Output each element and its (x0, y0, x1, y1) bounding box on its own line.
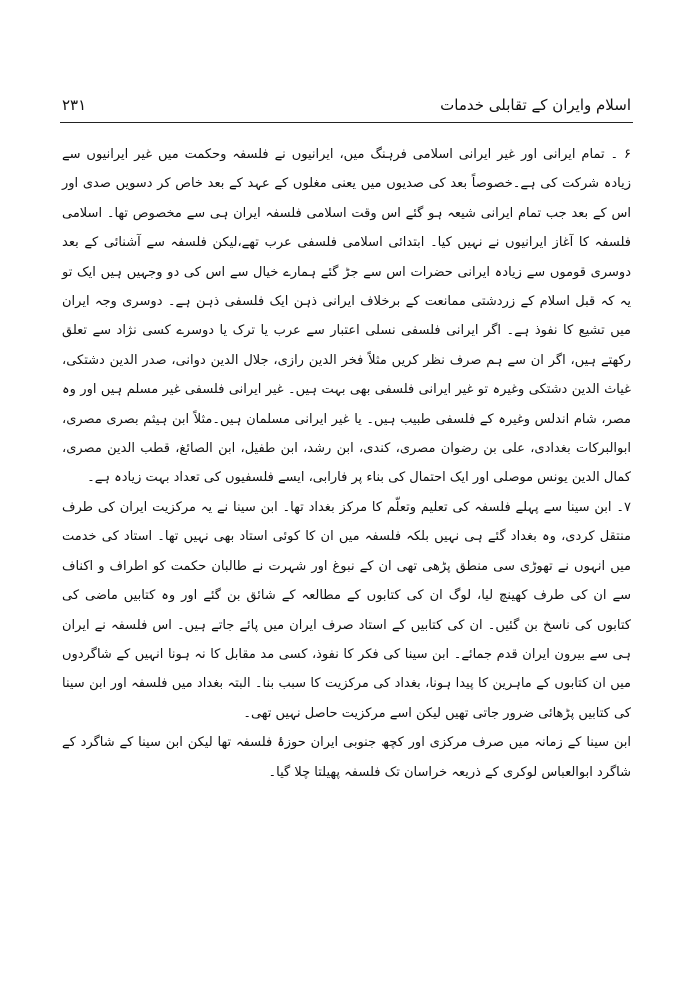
paragraph-6: ۶ ۔ تمام ایرانی اور غیر ایرانی اسلامی فرہنگ میں، ایرانیوں نے فلسفہ وحکمت میں غیر ایرانیوں سے زیادہ شرکت کی ہے۔خصوصاً بعد کی صدیوں میں یعنی مغلوں کے عہد کے بعد خاص کر دسویں صدی اور اس کے بعد جب تمام ایرانی شیعہ ہو گئے اس وقت اسلامی فلسفہ ایران ہی سے مخصوص تھا۔ اسلامی فلسفہ کا آغاز ایرانیوں نے نہیں کیا۔ ابتدائی اسلامی فلسفی عرب تھے،لیکن فلسفہ سے آشنائی کے بعد دوسری قوموں سے زیادہ ایرانی حضرات اس سے جڑ گئے ہمارے خیال سے اس کی دو وجہیں ہیں ایک تو یہ کہ قبل اسلام کے زردشتی ممانعت کے برخلاف ایرانی ذہن ایک فلسفی ذہن ہے۔ دوسری وجہ ایران میں تشیع کا نفوذ ہے۔ اگر ایرانی فلسفی نسلی اعتبار سے عرب یا ترک یا دوسرے کسی نژاد سے تعلق رکھتے ہیں، اگر ان سے ہم صرف نظر کریں مثلاً فخر الدین رازی، جلال الدین دوانی، صدر الدین دشتکی، غیاث الدین دشتکی وغیرہ تو غیر ایرانی فلسفی بھی بہت ہیں۔ غیر ایرانی فلسفی غیر مسلم ہیں اور وہ مصر، شام اندلس وغیرہ کے فلسفی طبیب ہیں۔ یا غیر ایرانی مسلمان ہیں۔مثلاً ابن ہیثم بصری مصری، ابوالبرکات بغدادی، علی بن رضوان مصری، کندی، ابن رشد، ابن طفیل، ابن الصائغ، قطب الدین مصری، کمال الدین یونس موصلی اور ایک احتمال کی بناء پر فارابی، ایسے فلسفیوں کی تعداد بہت زیادہ ہے۔ (62, 147, 631, 486)
running-title: اسلام وایران کے تقابلی خدمات (440, 96, 631, 114)
paragraph-8: ابن سینا کے زمانہ میں صرف مرکزی اور کچھ جنوبی ایران حوزۂ فلسفہ تھا لیکن ابن سینا کے شاگرد کے شاگرد ابوالعباس لوکری کے ذریعہ خراسان تک فلسفہ پھیلتا چلا گیا۔ (62, 735, 631, 780)
body-text (62, 140, 631, 787)
header-rule (60, 122, 633, 123)
page-number: ۲۳۱ (62, 96, 87, 114)
page-header (62, 92, 631, 118)
paragraph-7: ۷۔ ابن سینا سے پہلے فلسفہ کی تعلیم وتعلّم کا مرکز بغداد تھا۔ ابن سینا نے یہ مرکزیت ایران کی طرف منتقل کردی، وہ بغداد گئے ہی نہیں بلکہ فلسفہ میں ان کا کوئی استاد بھی نہیں تھا۔ استاد کی خدمت میں انہوں نے تھوڑی سی منطق پڑھی تھی ان کے نبوغ اور شہرت نے طالبان حکمت کو اطراف و اکناف سے ان کی طرف کھینچ لیا، لوگ ان کی کتابوں کے مطالعہ کے شائق بن گئے اور وہ کتابیں ماضی کی کتابوں کی ناسخ بن گئیں۔ ان کی کتابیں کے استاد صرف ایران میں پائے جاتے ہیں۔ اس فلسفہ نے ایران ہی سے بیرون ایران قدم جمائے۔ ابن سینا کی فکر کا نفوذ، کسی مد مقابل کا نہ ہونا انہیں کے شاگردوں میں ان کتابوں کے ماہرین کا پیدا ہونا، بغداد کی مرکزیت کا سبب بنا۔ البتہ بغداد میں فلسفہ اور ابن سینا کی کتابیں پڑھائی ضرور جاتی تھیں لیکن اسے مرکزیت حاصل نہیں تھی۔ (62, 499, 631, 721)
